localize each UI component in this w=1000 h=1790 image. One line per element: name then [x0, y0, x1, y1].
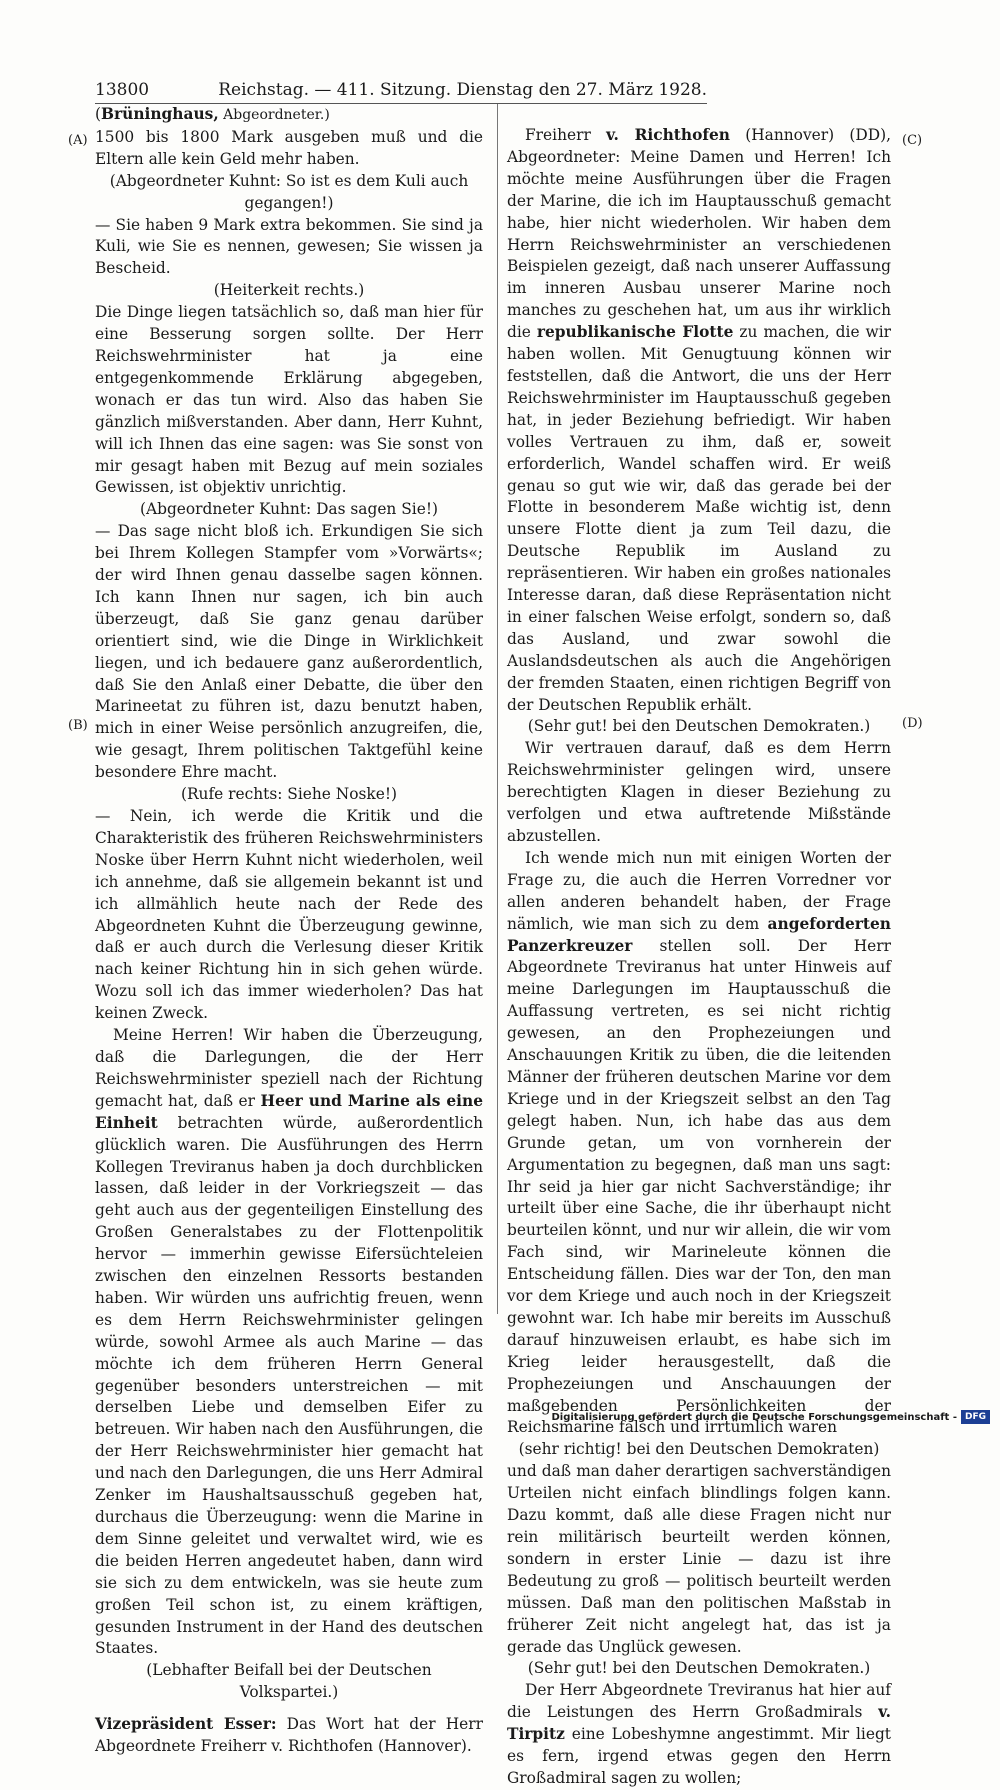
paragraph: — Das sage nicht bloß ich. Erkundigen Sie sich bei Ihrem Kollegen Stampfer vom »Vorwärts«; der wird Ihnen genau dasselbe sagen können. Ich kann Ihnen nur sagen, ich bin auch überzeugt, daß Sie ganz genau darüber orientiert sind, wie die Dinge in Wirklichkeit liegen, und ich bedauere ganz außerordentlich, daß Sie den Anlaß einer Debatte, die über den Marineetat zu führen ist, dazu benutzt haben, mich in einer Weise persönlich anzugreifen, die, wie gesagt, Ihrem politischen Taktgefühl keine besondere Ehre macht. — [95, 522, 483, 782]
paragraph — [95, 1025, 483, 1660]
text-run: betrachten würde, außerordentlich glücklich waren. Die Ausführungen des Herrn Kollegen Treviranus haben ja doch durchblicken lassen, daß leider in der Vorkriegszeit — das geht auch aus der gegenteiligen Einstellung des Großen Generalstabes zu der Flottenpolitik hervor — immerhin gewisse Eifersüchteleien zwischen den einzelnen Ressorts bestanden haben. Wir würden uns aufrichtig freuen, wenn es dem Herrn Reichswehrminister gelingen würde, sowohl Armee als auch Marine — das möchte ich dem früheren Herrn General gegenüber besonders unterstreichen — mit derselben Liebe und demselben Eifer zu betreuen. Wir haben nach den Ausführungen, die der Herr Reichswehrminister hier gemacht hat und nach den Darlegungen, die uns Herr Admiral Zenker im Haushaltsausschuß gegeben hat, durchaus die Überzeugung: wenn die Marine in dem Sinne geleitet und verwaltet wird, wie es die beiden Herren angedeutet haben, dann wird sie sich zu dem entwickeln, was sie heute zum großen Teil schon ist, zu einem kräftigen, gesunden Instrument in der Hand des deutschen Staates. — [95, 1113, 483, 1658]
text-run: Der Herr Abgeordnete Treviranus hat hier auf die Leistungen des Herrn Großadmirals — [507, 1681, 891, 1722]
interjection: (Sehr gut! bei den Deutschen Demokraten.) — [527, 1659, 871, 1678]
paragraph: und daß man daher derartigen sachverständigen Urteilen nicht einfach blindlings folgen kann. Dazu kommt, daß alle diese Fragen nicht nur rein militärisch beurteilt werden können, sondern in erster Linie — dazu ist ihre Bedeutung zu groß — politisch beurteilt werden müssen. Daß man den politischen Maßstab in früherer Zeit nicht angelegt hat, das ist ja gerade das Unglück gewesen. — [507, 1462, 891, 1656]
page-number: 13800 — [95, 80, 150, 100]
speaker-name: Vizepräsident Esser: — [95, 1715, 277, 1734]
interjection: (sehr richtig! bei den Deutschen Demokraten) — [518, 1440, 880, 1459]
speaker-name: v. Richthofen — [606, 126, 730, 144]
text-run: stellen soll. Der Herr Abgeordnete Treviranus hat unter Hinweis auf meine Darlegungen im Hauptausschuß die Auffassung vertreten, es sei nicht richtig gewesen, an den Prophezeiungen und Anschauungen Kritik zu üben, die die leitenden Männer der früheren deutschen Marine vor dem Kriege und in der Kriegszeit selbst an den Tag gelegt haben. Nun, ich habe das aus dem Grunde getan, um von vornherein der Argumentation zu begegnen, daß man uns sagt: Ihr seid ja hier gar nicht Sachverständige; ihr urteilt über eine Sache, die ihr überhaupt nicht beurteilen könnt, und nur wir allein, die wir vom Fach sind, wir Marineleute können die Entscheidung fällen. Dies war der Ton, den man vor dem Kriege und auch noch in der Kriegszeit gewohnt war. Ich habe mir bereits im Ausschuß darauf hinzuweisen erlaubt, es habe sich im Krieg leider herausgestellt, daß die Prophezeiungen und Anschauungen der maßgebenden Persönlichkeiten der Reichsmarine falsch und irrtümlich waren — [507, 936, 891, 1437]
speaker-name: v. Tirpitz — [507, 1703, 891, 1744]
margin-marker-d: (D) — [902, 716, 923, 731]
paragraph — [507, 1680, 891, 1790]
bold-emphasis: Heer und Marine als eine Einheit — [95, 1091, 483, 1132]
text-run: Das Wort hat der Herr Abgeordnete Freiherr v. Richthofen (Hannover). — [95, 1715, 483, 1756]
right-column — [507, 125, 891, 1790]
interjection: (Rufe rechts: Siehe Noske!) — [180, 785, 398, 804]
text-run: zu machen, die wir haben wollen. Mit Genugtuung können wir feststellen, daß die Antwort, die uns der Herr Reichswehrminister im Hauptausschuß gegeben hat, in jeder Beziehung befriedigt. Wir haben volles Vertrauen zu ihm, daß er, soweit erforderlich, Wandel schaffen wird. Er weiß genau so gut wie wir, daß das gerade bei der Flotte in besonderem Maße wichtig ist, denn unsere Flotte dient ja zum Teil dazu, die Deutsche Republik im Ausland zu repräsentieren. Wir haben ein großes nationales Interesse daran, daß diese Repräsentation nicht in einer falschen Weise erfolgt, sondern so, daß das Ausland, und zwar sowohl die Auslandsdeutschen als auch die Angehörigen der fremden Staaten, einen richtigen Begriff von der Deutschen Republik erhält. — [507, 323, 892, 714]
margin-marker-a: (A) — [68, 133, 88, 148]
margin-marker-b: (B) — [68, 718, 88, 733]
interjection: (Abgeordneter Kuhnt: So ist es dem Kuli auch gegangen!) — [109, 171, 469, 212]
interjection: (Sehr gut! bei den Deutschen Demokraten.) — [527, 717, 871, 736]
interjection: (Abgeordneter Kuhnt: Das sagen Sie!) — [139, 500, 439, 519]
text-run: Freiherr — [525, 126, 607, 144]
paragraph — [507, 848, 891, 1439]
dfg-logo: DFG — [961, 1410, 990, 1424]
digitization-credit — [551, 1410, 990, 1424]
credit-text: Digitalisierung gefördert durch die Deutsche Forschungsgemeinschaft - — [551, 1411, 957, 1423]
page-header — [95, 80, 707, 104]
interjection: (Lebhafter Beifall bei der Deutschen Volkspartei.) — [146, 1661, 432, 1702]
speaker-tag-role: Abgeordneter.) — [218, 107, 330, 123]
paragraph: 1500 bis 1800 Mark ausgeben muß und die Eltern alle kein Geld mehr haben. — [95, 127, 483, 168]
text-run: Meine Herren! Wir haben die Überzeugung, daß die Darlegungen, die der Herr Reichswehrminister speziell nach der Richtung gemacht hat, daß er — [95, 1026, 483, 1110]
column-divider — [497, 104, 498, 1314]
left-column — [95, 104, 483, 1758]
paragraph — [507, 125, 891, 716]
paragraph: Die Dinge liegen tatsächlich so, daß man hier für eine Besserung sorgen sollte. Der Herr Reichswehrminister hat ja eine entgegenkommende Erklärung abgegeben, wonach er das tun wird. Also das haben Sie gänzlich mißverstanden. Aber dann, Herr Kuhnt, will ich Ihnen das eine sagen: was Sie sonst von mir gesagt haben mit Bezug auf mein soziales Gewissen, ist objektiv unrichtig. — [95, 303, 483, 497]
text-run: (Hannover) (DD), Abgeordneter: Meine Damen und Herren! Ich möchte meine Ausführungen über die Fragen der Marine, die ich im Hauptausschuß gemacht habe, hier nicht wiederholen. Wir haben dem Herrn Reichswehrminister an verschiedenen Beispielen gezeigt, daß nach unserer Auffassung im inneren Ausbau unserer Marine noch manches zu geschehen hat, um aus ihr wirklich die — [507, 126, 891, 342]
paragraph: — Sie haben 9 Mark extra bekommen. Sie sind ja Kuli, wie Sie es nennen, gewesen; Sie wissen ja Bescheid. — [95, 215, 483, 278]
paragraph — [95, 1714, 483, 1758]
interjection: (Heiterkeit rechts.) — [213, 281, 365, 300]
margin-marker-c: (C) — [902, 133, 923, 148]
text-run: eine Lobeshymne angestimmt. Mir liegt es fern, irgend etwas gegen den Herrn Großadmiral sagen zu wollen; — [507, 1725, 891, 1787]
paragraph: Wir vertrauen darauf, daß es dem Herrn Reichswehrminister gelingen wird, unsere berechtigten Klagen in dieser Beziehung zu verfolgen und etwa auftretende Mißstände abzustellen. — [507, 739, 891, 845]
speaker-tag: (Brüninghaus, Abgeordneter.) — [95, 105, 330, 123]
text-run: Ich wende mich nun mit einigen Worten der Frage zu, die auch die Herren Vorredner vor allen anderen behandelt haben, der Frage nämlich, wie man sich zu dem — [507, 848, 891, 933]
paragraph: — Nein, ich werde die Kritik und die Charakteristik des früheren Reichswehrministers Noske über Herrn Kuhnt nicht wiederholen, weil ich annehme, daß sie allgemein bekannt ist und ich allmählich heute nach der Rede des Abgeordneten Kuhnt die Überzeugung gewinne, daß er auch durch die Verlesung dieser Kritik nach keiner Richtung hin in sich gehen würde. Wozu soll ich das immer wiederholen? Das hat keinen Zweck. — [95, 807, 483, 1023]
speaker-tag-name: Brüninghaus, — [101, 105, 219, 123]
bold-emphasis: republikanische Flotte — [536, 323, 734, 342]
bold-emphasis: angeforderten Panzerkreuzer — [507, 914, 891, 955]
running-title: Reichstag. — 411. Sitzung. Dienstag den 27. März 1928. — [218, 80, 707, 100]
